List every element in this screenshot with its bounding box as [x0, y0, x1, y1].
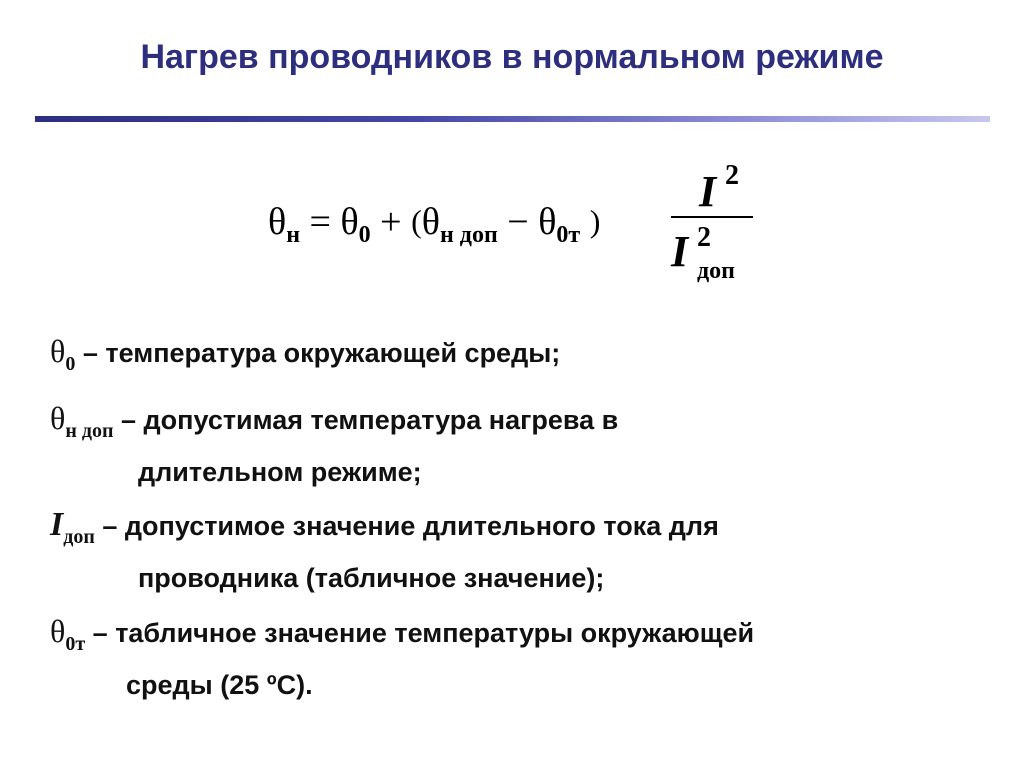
fraction-numerator	[699, 160, 739, 217]
theta-0-subscript: 0	[358, 222, 371, 248]
definitions-list	[50, 330, 990, 717]
definition-item	[50, 397, 990, 492]
theta-0-symbol: θ	[340, 201, 359, 243]
close-paren: )	[589, 203, 601, 239]
definition-symbol: θ	[50, 333, 66, 369]
numerator-exponent: 2	[725, 160, 739, 191]
definition-subscript: доп	[63, 526, 95, 548]
denominator-exponent: 2	[697, 222, 711, 253]
definition-symbol: θ	[50, 400, 66, 436]
theta-ndop-symbol: θ	[421, 201, 440, 243]
theta-n-symbol: θ	[268, 201, 287, 243]
slide-title: Нагрев проводников в нормальном режиме	[140, 38, 884, 76]
definition-text: – температура окружающей среды;	[82, 338, 561, 368]
fraction-bar	[671, 216, 753, 218]
definition-item	[50, 504, 990, 598]
denominator-subscript: доп	[697, 258, 735, 284]
definition-text: – допустимое значение длительного тока для	[102, 511, 719, 541]
definition-symbol: θ	[50, 613, 66, 649]
definition-text: – допустимая температура нагрева в	[121, 405, 619, 435]
current-dop-symbol: I	[671, 227, 689, 276]
fraction-denominator	[671, 222, 735, 284]
definition-subscript: 0	[65, 353, 76, 375]
open-paren: (	[411, 203, 422, 239]
theta-n-subscript: н	[286, 222, 301, 248]
formula-left-part	[268, 200, 600, 249]
definition-continuation: проводника (табличное значение);	[138, 563, 605, 593]
theta-ndop-subscript: н доп	[439, 222, 498, 248]
definition-item	[50, 330, 990, 385]
theta-0t-symbol: θ	[538, 201, 557, 243]
definition-continuation: среды (25 ºС).	[126, 670, 313, 700]
definition-symbol: I	[50, 506, 64, 543]
current-ratio-fraction	[671, 160, 753, 294]
title-underline	[35, 116, 990, 122]
equals-sign: =	[309, 201, 331, 243]
definition-subscript: н доп	[65, 420, 114, 442]
definition-item	[50, 610, 990, 705]
minus-sign: −	[507, 201, 529, 243]
heating-formula	[268, 160, 768, 294]
definition-subscript: 0т	[65, 633, 86, 655]
current-symbol: I	[699, 167, 717, 216]
definition-text: – табличное значение температуры окружающей	[92, 618, 755, 648]
plus-sign: +	[380, 201, 402, 243]
definition-continuation: длительном режиме;	[138, 457, 422, 487]
theta-0t-subscript: 0т	[556, 222, 581, 248]
